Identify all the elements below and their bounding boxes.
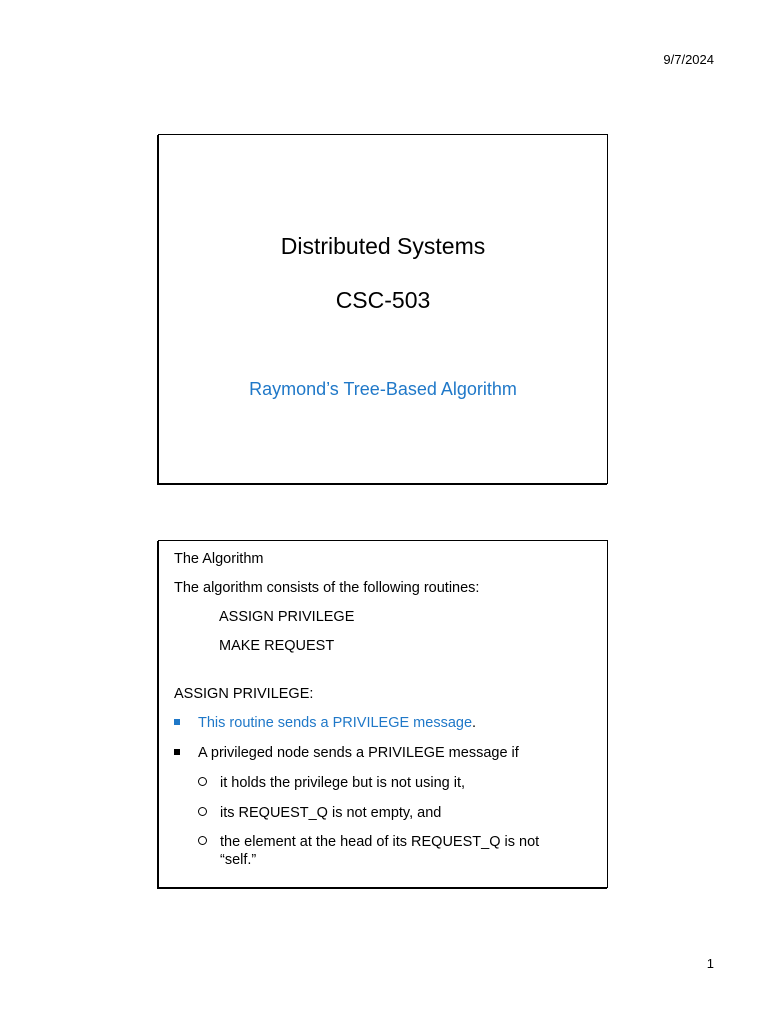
bullet-item [174,745,519,761]
routine-item: MAKE REQUEST [219,638,335,654]
slide-subtitle: Raymond’s Tree-Based Algorithm [249,379,517,399]
slide-title: Distributed Systems [280,233,486,259]
title-slide [158,134,608,484]
circle-bullet-icon [198,834,214,850]
sub-bullet-item [198,805,441,821]
slide-heading: The Algorithm [174,551,264,567]
bullet-item [174,715,476,731]
bullet-text: This routine sends a PRIVILEGE message [198,715,473,731]
algorithm-slide [158,540,608,888]
sub-bullet-text: the element at the head of its REQUEST_Q is not [220,834,540,850]
sub-bullet-item [198,775,465,791]
section-heading: ASSIGN PRIVILEGE: [174,686,314,702]
page-number: 1 [706,956,714,971]
square-bullet-icon [174,745,190,761]
bullet-text: A privileged node sends a PRIVILEGE message if [198,745,519,761]
intro-text: The algorithm consists of the following routines: [174,580,480,596]
sub-bullet-continuation: “self.” [220,852,257,868]
page-date: 9/7/2024 [663,52,714,67]
routine-item: ASSIGN PRIVILEGE [219,609,355,625]
sub-bullet-text: it holds the privilege but is not using it, [220,775,466,791]
sub-bullet-text: its REQUEST_Q is not empty, and [220,805,442,821]
sub-bullet-item [198,834,539,850]
square-bullet-icon [174,715,190,731]
circle-bullet-icon [198,805,214,821]
bullet-suffix: . [472,715,477,731]
circle-bullet-icon [198,775,214,791]
course-code: CSC-503 [335,287,431,313]
